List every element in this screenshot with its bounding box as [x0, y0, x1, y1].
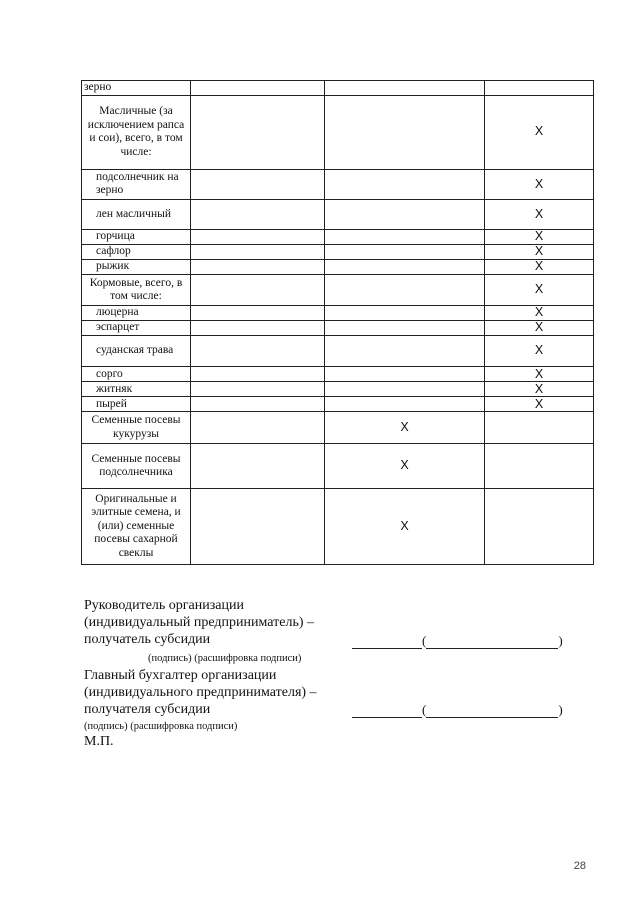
- table-row: [82, 321, 594, 336]
- not-applicable-mark: X: [325, 444, 485, 488]
- value-cell[interactable]: [325, 259, 485, 274]
- value-cell[interactable]: [325, 95, 485, 169]
- value-cell[interactable]: [325, 275, 485, 306]
- not-applicable-mark: X: [485, 244, 594, 259]
- table-row: [82, 397, 594, 412]
- crop-name-cell: Семенные посевы кукурузы: [82, 412, 191, 444]
- value-cell[interactable]: [325, 397, 485, 412]
- value-cell[interactable]: [325, 81, 485, 96]
- value-cell[interactable]: [191, 95, 325, 169]
- value-cell[interactable]: [191, 199, 325, 229]
- value-cell[interactable]: [325, 336, 485, 367]
- crop-name-cell: лен масличный: [82, 199, 191, 229]
- stamp-placeholder: М.П.: [84, 734, 114, 749]
- head-title-line1: Руководитель организации: [84, 598, 244, 613]
- not-applicable-mark: X: [485, 306, 594, 321]
- not-applicable-mark: X: [485, 336, 594, 367]
- head-title-line2: (индивидуальный предприниматель) –: [84, 615, 314, 630]
- value-cell[interactable]: [485, 81, 594, 96]
- value-cell[interactable]: [325, 306, 485, 321]
- table-row: [82, 412, 594, 444]
- accountant-signature-hint: (подпись) (расшифровка подписи): [84, 721, 238, 732]
- value-cell[interactable]: [325, 367, 485, 382]
- value-cell[interactable]: [191, 229, 325, 244]
- crop-name-cell: пырей: [82, 397, 191, 412]
- value-cell[interactable]: [325, 229, 485, 244]
- crop-name-cell: горчица: [82, 229, 191, 244]
- accountant-title-line1: Главный бухгалтер организации: [84, 668, 277, 683]
- crop-name-cell: рыжик: [82, 259, 191, 274]
- not-applicable-mark: X: [325, 412, 485, 444]
- table-row: [82, 367, 594, 382]
- table-row: [82, 244, 594, 259]
- value-cell[interactable]: [191, 397, 325, 412]
- crop-name-cell: сафлор: [82, 244, 191, 259]
- value-cell[interactable]: [191, 275, 325, 306]
- not-applicable-mark: X: [485, 275, 594, 306]
- value-cell[interactable]: [191, 382, 325, 397]
- crop-name-cell: житняк: [82, 382, 191, 397]
- head-title-line3: получатель субсидии: [84, 632, 211, 647]
- crop-name-cell: Оригинальные и элитные семена, и (или) семенные посевы сахарной свеклы: [82, 488, 191, 564]
- not-applicable-mark: X: [485, 199, 594, 229]
- value-cell[interactable]: [325, 244, 485, 259]
- value-cell[interactable]: [325, 199, 485, 229]
- table-row: [82, 275, 594, 306]
- value-cell[interactable]: [191, 488, 325, 564]
- crop-name-cell: сорго: [82, 367, 191, 382]
- value-cell[interactable]: [191, 244, 325, 259]
- table-row: [82, 95, 594, 169]
- value-cell[interactable]: [325, 321, 485, 336]
- head-signature-hint: (подпись) (расшифровка подписи): [148, 653, 302, 664]
- table-row: [82, 229, 594, 244]
- value-cell[interactable]: [191, 169, 325, 199]
- table-row: [82, 336, 594, 367]
- value-cell[interactable]: [485, 488, 594, 564]
- table-row: [82, 382, 594, 397]
- value-cell[interactable]: [191, 306, 325, 321]
- head-signature-field[interactable]: ( ): [352, 633, 563, 649]
- crop-name-cell: Кормовые, всего, в том числе:: [82, 275, 191, 306]
- not-applicable-mark: X: [485, 367, 594, 382]
- not-applicable-mark: X: [325, 488, 485, 564]
- value-cell[interactable]: [191, 336, 325, 367]
- table-row: [82, 81, 594, 96]
- value-cell[interactable]: [191, 412, 325, 444]
- crop-name-cell: эспарцет: [82, 321, 191, 336]
- value-cell[interactable]: [191, 81, 325, 96]
- value-cell[interactable]: [325, 169, 485, 199]
- not-applicable-mark: X: [485, 382, 594, 397]
- page-number: 28: [573, 860, 586, 872]
- value-cell[interactable]: [485, 444, 594, 488]
- crop-name-cell: суданская трава: [82, 336, 191, 367]
- not-applicable-mark: X: [485, 169, 594, 199]
- crop-name-cell: зерно: [82, 81, 191, 96]
- table-row: [82, 306, 594, 321]
- not-applicable-mark: X: [485, 321, 594, 336]
- value-cell[interactable]: [191, 259, 325, 274]
- accountant-title-line2: (индивидуального предпринимателя) –: [84, 685, 317, 700]
- crop-name-cell: Семенные посевы подсолнечника: [82, 444, 191, 488]
- not-applicable-mark: X: [485, 259, 594, 274]
- not-applicable-mark: X: [485, 95, 594, 169]
- value-cell[interactable]: [191, 367, 325, 382]
- value-cell[interactable]: [191, 444, 325, 488]
- accountant-title-line3: получателя субсидии: [84, 702, 211, 717]
- crop-name-cell: подсолнечник на зерно: [82, 169, 191, 199]
- not-applicable-mark: X: [485, 229, 594, 244]
- table-row: [82, 199, 594, 229]
- value-cell[interactable]: [325, 382, 485, 397]
- crop-name-cell: люцерна: [82, 306, 191, 321]
- table-row: [82, 488, 594, 564]
- table-row: [82, 259, 594, 274]
- not-applicable-mark: X: [485, 397, 594, 412]
- value-cell[interactable]: [485, 412, 594, 444]
- accountant-signature-field[interactable]: ( ): [352, 702, 563, 718]
- crop-name-cell: Масличные (за исключением рапса и сои), всего, в том числе:: [82, 95, 191, 169]
- value-cell[interactable]: [191, 321, 325, 336]
- table-row: [82, 444, 594, 488]
- table-row: [82, 169, 594, 199]
- crops-table: [81, 80, 594, 565]
